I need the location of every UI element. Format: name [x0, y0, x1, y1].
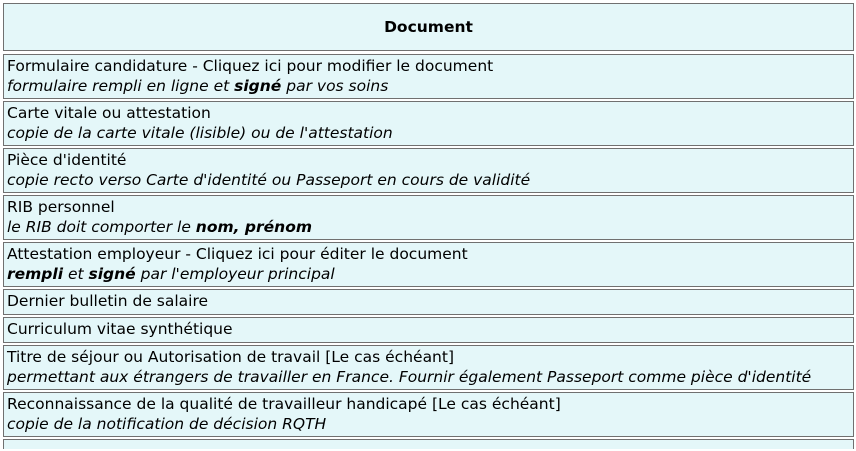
document-description: [7, 170, 850, 190]
description-text: et: [63, 265, 89, 283]
description-emphasis: rempli: [7, 265, 64, 283]
document-description: [7, 123, 850, 143]
document-description: [7, 217, 850, 237]
table-row: [3, 101, 854, 146]
description-text: copie de la notification de décision RQTH: [7, 415, 327, 433]
table-row: [3, 195, 854, 240]
description-emphasis: signé: [234, 77, 282, 95]
document-title: Pièce d'identité: [7, 151, 127, 169]
table-header: [3, 3, 854, 51]
description-text: le RIB doit comporter le: [7, 218, 196, 236]
document-title: Carte vitale ou attestation: [7, 104, 211, 122]
table-row: [3, 242, 854, 287]
description-text: par l'employeur principal: [135, 265, 335, 283]
document-title: Dernier bulletin de salaire: [7, 292, 209, 310]
document-title[interactable]: Attestation employeur - Cliquez ici pour éditer le document: [7, 245, 468, 263]
document-description: [7, 414, 850, 434]
document-description: [7, 367, 850, 387]
document-description: [7, 264, 850, 284]
table-row: [3, 317, 854, 343]
document-description: [7, 76, 850, 96]
table-row: [3, 345, 854, 390]
document-title[interactable]: Formulaire candidature - Cliquez ici pour modifier le document: [7, 57, 494, 75]
table-row: [3, 392, 854, 437]
description-text: copie de la carte vitale (lisible) ou de l'attestation: [7, 124, 393, 142]
description-text: par vos soins: [281, 77, 389, 95]
table-row: [3, 54, 854, 99]
description-text: permettant aux étrangers de travailler en France. Fournir également Passeport comme pièce d'identité: [7, 368, 812, 386]
table-row: [3, 289, 854, 315]
table-row-partial: [3, 439, 854, 449]
documents-table: [3, 3, 854, 449]
table-header-label: Document: [384, 18, 473, 36]
description-emphasis: nom, prénom: [195, 218, 313, 236]
document-title: Reconnaissance de la qualité de travailleur handicapé [Le cas échéant]: [7, 395, 561, 413]
table-body: [3, 54, 854, 437]
document-title: Curriculum vitae synthétique: [7, 320, 233, 338]
document-title: Titre de séjour ou Autorisation de travail [Le cas échéant]: [7, 348, 455, 366]
description-text: formulaire rempli en ligne et: [7, 77, 235, 95]
description-emphasis: signé: [88, 265, 136, 283]
document-title: RIB personnel: [7, 198, 115, 216]
table-row: [3, 148, 854, 193]
description-text: copie recto verso Carte d'identité ou Passeport en cours de validité: [7, 171, 531, 189]
